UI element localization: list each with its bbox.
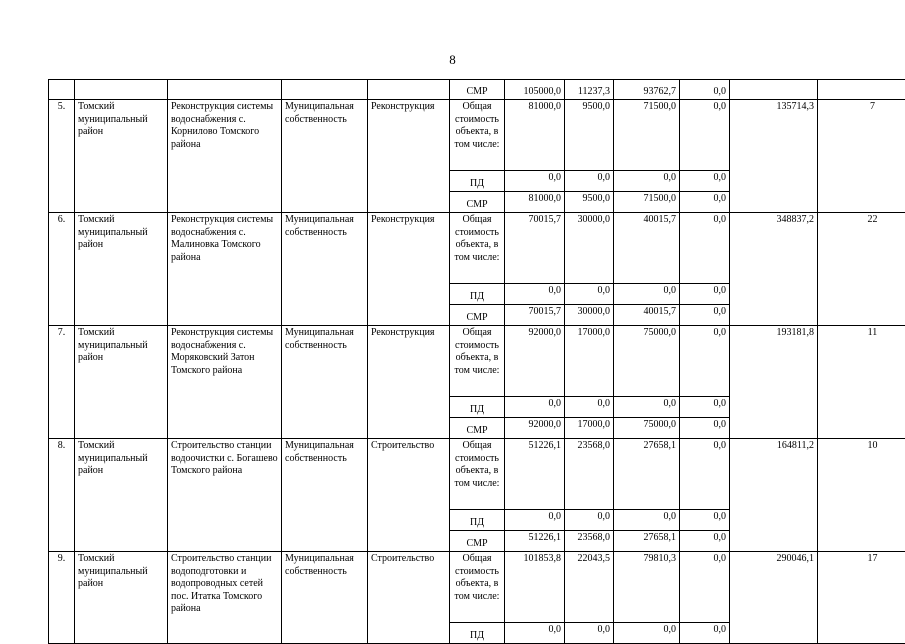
- district-cell: Томский муниципальный район: [75, 439, 168, 552]
- last-column-cell: 7: [818, 100, 905, 213]
- row-number: 9.: [49, 552, 75, 644]
- value-cell: 0,0: [505, 284, 565, 305]
- ownership-cell: Муниципальная собственность: [282, 326, 368, 439]
- value-cell: 0,0: [614, 284, 680, 305]
- category-cell: Общая стоимость объекта, в том числе:: [450, 100, 505, 171]
- category-cell: ПД: [450, 623, 505, 644]
- category-cell: ПД: [450, 171, 505, 192]
- value-cell: 0,0: [565, 510, 614, 531]
- object-name-cell: Строительство станции водоподготовки и водопроводных сетей пос. Итатка Томского района: [168, 552, 282, 644]
- value-cell: 22043,5: [565, 552, 614, 623]
- value-cell: 0,0: [680, 171, 730, 192]
- value-cell: 0,0: [680, 397, 730, 418]
- capacity-cell: 164811,2: [730, 439, 818, 552]
- value-cell: 0,0: [680, 439, 730, 510]
- category-cell: ПД: [450, 510, 505, 531]
- value-cell: 40015,7: [614, 213, 680, 284]
- value-cell: 30000,0: [565, 213, 614, 284]
- table-row: [49, 326, 905, 397]
- district-cell: Томский муниципальный район: [75, 552, 168, 644]
- ownership-cell: Муниципальная собственность: [282, 100, 368, 213]
- category-cell: СМР: [450, 80, 505, 100]
- category-cell: ПД: [450, 397, 505, 418]
- category-cell: СМР: [450, 531, 505, 552]
- value-cell: 75000,0: [614, 418, 680, 439]
- value-cell: 0,0: [614, 510, 680, 531]
- category-cell: СМР: [450, 192, 505, 213]
- category-cell: ПД: [450, 284, 505, 305]
- ownership-cell: Муниципальная собственность: [282, 439, 368, 552]
- value-cell: 0,0: [680, 510, 730, 531]
- table-row: [49, 552, 905, 623]
- work-type-cell: Реконструкция: [368, 100, 450, 213]
- value-cell: 0,0: [680, 326, 730, 397]
- row-number: 8.: [49, 439, 75, 552]
- capacity-cell: 135714,3: [730, 100, 818, 213]
- value-cell: 101853,8: [505, 552, 565, 623]
- value-cell: 0,0: [680, 284, 730, 305]
- category-cell: СМР: [450, 305, 505, 326]
- row-number: 5.: [49, 100, 75, 213]
- value-cell: 23568,0: [565, 439, 614, 510]
- value-cell: 93762,7: [614, 80, 680, 100]
- value-cell: 0,0: [680, 552, 730, 623]
- last-column-cell: 10: [818, 439, 905, 552]
- object-name-cell: Реконструкция системы водоснабжения с. Малиновка Томского района: [168, 213, 282, 326]
- table-row: [49, 439, 905, 510]
- value-cell: 70015,7: [505, 213, 565, 284]
- value-cell: 0,0: [680, 213, 730, 284]
- value-cell: 0,0: [505, 510, 565, 531]
- value-cell: 27658,1: [614, 531, 680, 552]
- value-cell: 0,0: [680, 192, 730, 213]
- value-cell: 79810,3: [614, 552, 680, 623]
- object-name-cell: Реконструкция системы водоснабжения с. Моряковский Затон Томского района: [168, 326, 282, 439]
- value-cell: 23568,0: [565, 531, 614, 552]
- category-cell: Общая стоимость объекта, в том числе:: [450, 552, 505, 623]
- table-row: [49, 213, 905, 284]
- value-cell: 0,0: [505, 623, 565, 644]
- last-column-cell: 11: [818, 326, 905, 439]
- value-cell: 0,0: [680, 623, 730, 644]
- district-cell: Томский муниципальный район: [75, 213, 168, 326]
- value-cell: 75000,0: [614, 326, 680, 397]
- value-cell: 17000,0: [565, 326, 614, 397]
- value-cell: 0,0: [565, 284, 614, 305]
- value-cell: 81000,0: [505, 100, 565, 171]
- object-name-cell: Строительство станции водоочистки с. Богашево Томского района: [168, 439, 282, 552]
- value-cell: 27658,1: [614, 439, 680, 510]
- value-cell: 0,0: [680, 80, 730, 100]
- value-cell: 70015,7: [505, 305, 565, 326]
- value-cell: 105000,0: [505, 80, 565, 100]
- value-cell: 0,0: [680, 531, 730, 552]
- value-cell: 71500,0: [614, 192, 680, 213]
- value-cell: 9500,0: [565, 100, 614, 171]
- capacity-cell: 348837,2: [730, 213, 818, 326]
- object-name-cell: Реконструкция системы водоснабжения с. Корнилово Томского района: [168, 100, 282, 213]
- district-cell: Томский муниципальный район: [75, 100, 168, 213]
- last-column-cell: 17: [818, 552, 905, 644]
- value-cell: 17000,0: [565, 418, 614, 439]
- value-cell: 0,0: [565, 623, 614, 644]
- value-cell: 0,0: [565, 171, 614, 192]
- value-cell: 51226,1: [505, 531, 565, 552]
- value-cell: 81000,0: [505, 192, 565, 213]
- last-column-cell: 22: [818, 213, 905, 326]
- ownership-cell: Муниципальная собственность: [282, 213, 368, 326]
- value-cell: 92000,0: [505, 326, 565, 397]
- value-cell: 9500,0: [565, 192, 614, 213]
- row-number: 6.: [49, 213, 75, 326]
- value-cell: 40015,7: [614, 305, 680, 326]
- work-type-cell: Реконструкция: [368, 213, 450, 326]
- ownership-cell: Муниципальная собственность: [282, 552, 368, 644]
- value-cell: 0,0: [614, 623, 680, 644]
- value-cell: 0,0: [505, 171, 565, 192]
- capacity-cell: 290046,1: [730, 552, 818, 644]
- value-cell: 92000,0: [505, 418, 565, 439]
- table-row: [49, 100, 905, 171]
- value-cell: 0,0: [680, 100, 730, 171]
- category-cell: СМР: [450, 418, 505, 439]
- value-cell: 0,0: [614, 397, 680, 418]
- projects-table: [48, 79, 905, 644]
- value-cell: 11237,3: [565, 80, 614, 100]
- category-cell: Общая стоимость объекта, в том числе:: [450, 326, 505, 397]
- value-cell: 0,0: [505, 397, 565, 418]
- work-type-cell: Реконструкция: [368, 326, 450, 439]
- row-number: 7.: [49, 326, 75, 439]
- value-cell: 0,0: [614, 171, 680, 192]
- value-cell: 51226,1: [505, 439, 565, 510]
- capacity-cell: 193181,8: [730, 326, 818, 439]
- work-type-cell: Строительство: [368, 439, 450, 552]
- value-cell: 71500,0: [614, 100, 680, 171]
- page-number: 8: [0, 52, 905, 67]
- value-cell: 0,0: [565, 397, 614, 418]
- district-cell: Томский муниципальный район: [75, 326, 168, 439]
- category-cell: Общая стоимость объекта, в том числе:: [450, 439, 505, 510]
- value-cell: 30000,0: [565, 305, 614, 326]
- work-type-cell: Строительство: [368, 552, 450, 644]
- value-cell: 0,0: [680, 418, 730, 439]
- category-cell: Общая стоимость объекта, в том числе:: [450, 213, 505, 284]
- value-cell: 0,0: [680, 305, 730, 326]
- table-row: [49, 80, 905, 100]
